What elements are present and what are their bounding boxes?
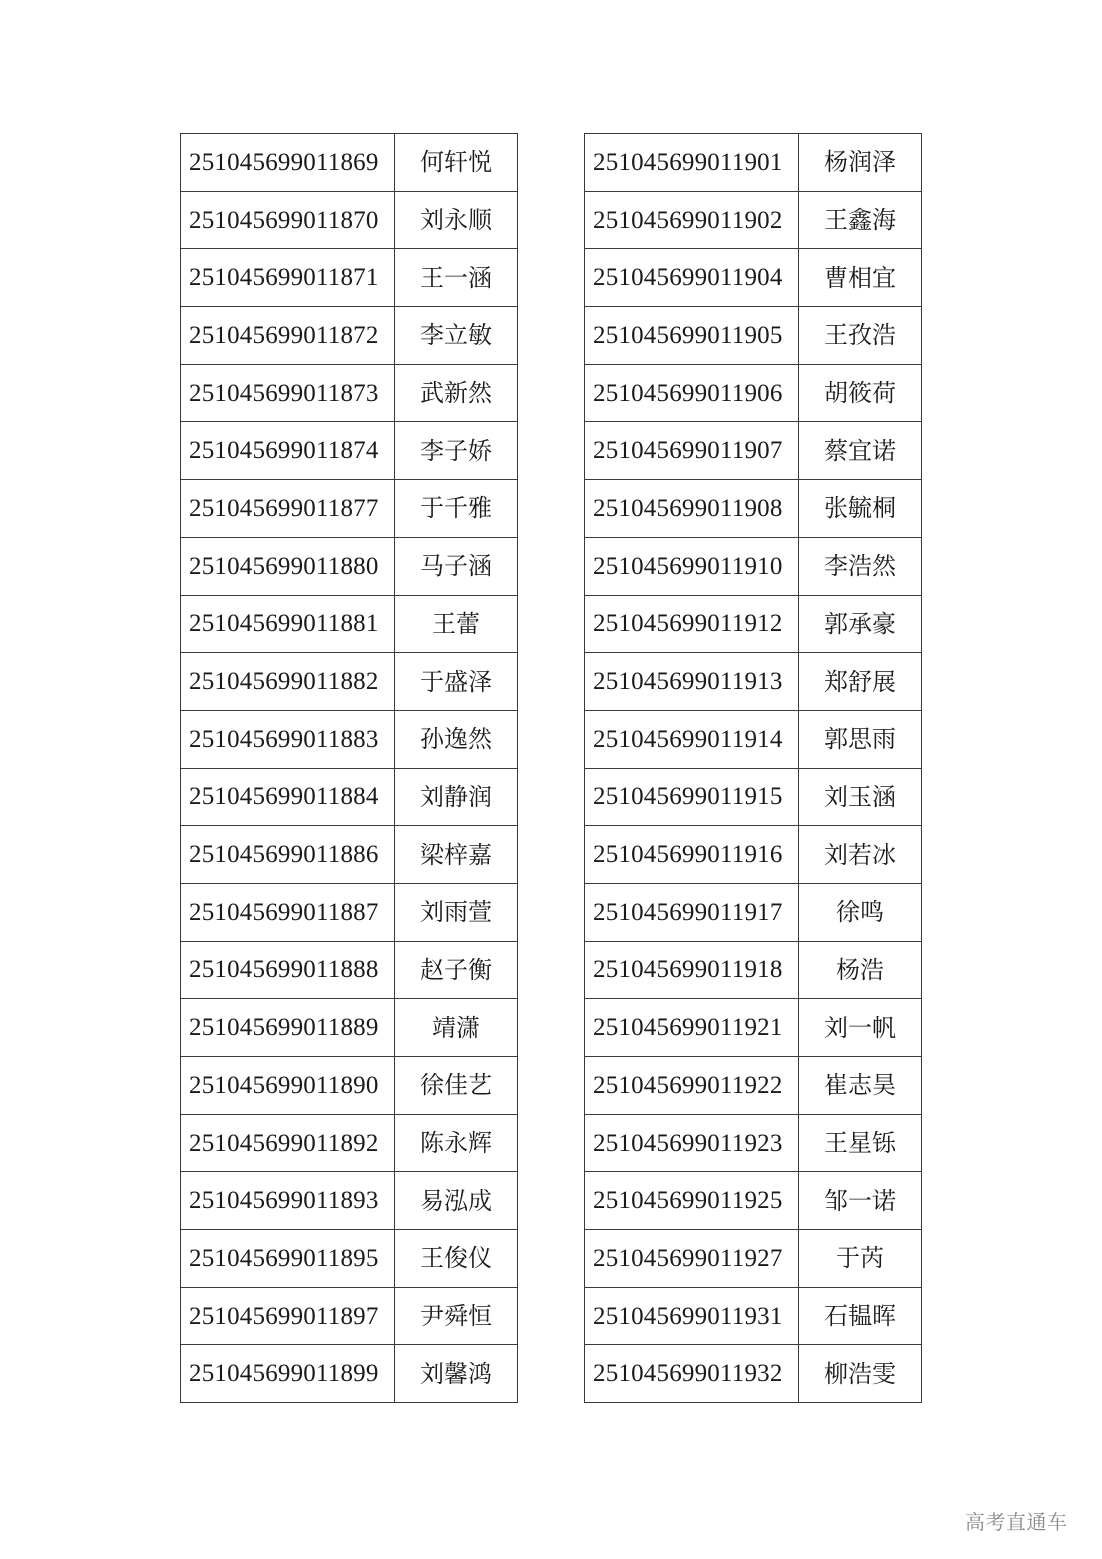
table-row — [181, 1057, 518, 1115]
table-row — [181, 1287, 518, 1345]
candidate-name: 马子涵 — [395, 537, 518, 595]
table-row — [181, 595, 518, 653]
candidate-name: 张毓桐 — [799, 480, 922, 538]
candidate-name: 蔡宜诺 — [799, 422, 922, 480]
candidate-name: 郭承豪 — [799, 595, 922, 653]
table-row — [585, 1230, 922, 1288]
candidate-id: 251045699011895 — [181, 1230, 395, 1288]
table-row — [585, 1345, 922, 1403]
candidate-id: 251045699011892 — [181, 1114, 395, 1172]
candidate-id: 251045699011897 — [181, 1287, 395, 1345]
candidate-name: 李子娇 — [395, 422, 518, 480]
candidate-name: 刘馨鸿 — [395, 1345, 518, 1403]
candidate-name: 杨浩 — [799, 941, 922, 999]
candidate-name: 刘玉涵 — [799, 768, 922, 826]
table-row — [181, 1345, 518, 1403]
candidate-name: 于千雅 — [395, 480, 518, 538]
candidate-id: 251045699011884 — [181, 768, 395, 826]
candidate-id: 251045699011899 — [181, 1345, 395, 1403]
candidate-id: 251045699011914 — [585, 710, 799, 768]
candidate-name: 胡筱荷 — [799, 364, 922, 422]
table-row — [585, 710, 922, 768]
table-row — [181, 710, 518, 768]
candidate-id: 251045699011890 — [181, 1057, 395, 1115]
candidate-name: 李浩然 — [799, 537, 922, 595]
table-row — [181, 826, 518, 884]
candidate-name: 徐佳艺 — [395, 1057, 518, 1115]
candidate-id: 251045699011906 — [585, 364, 799, 422]
candidate-name: 刘若冰 — [799, 826, 922, 884]
candidate-id: 251045699011888 — [181, 941, 395, 999]
candidate-id: 251045699011915 — [585, 768, 799, 826]
candidate-id: 251045699011870 — [181, 191, 395, 249]
table-row — [585, 1287, 922, 1345]
candidate-id: 251045699011913 — [585, 653, 799, 711]
candidate-id: 251045699011916 — [585, 826, 799, 884]
table-row — [181, 999, 518, 1057]
candidate-id: 251045699011908 — [585, 480, 799, 538]
table-row — [181, 1114, 518, 1172]
candidate-id: 251045699011931 — [585, 1287, 799, 1345]
candidate-id: 251045699011927 — [585, 1230, 799, 1288]
candidate-name: 郑舒展 — [799, 653, 922, 711]
candidate-name: 武新然 — [395, 364, 518, 422]
table-row — [181, 883, 518, 941]
candidate-name: 尹舜恒 — [395, 1287, 518, 1345]
table-row — [181, 480, 518, 538]
candidate-name: 王俊仪 — [395, 1230, 518, 1288]
candidate-name: 李立敏 — [395, 307, 518, 365]
table-row — [585, 595, 922, 653]
candidate-id: 251045699011923 — [585, 1114, 799, 1172]
candidate-id: 251045699011918 — [585, 941, 799, 999]
candidate-name: 易泓成 — [395, 1172, 518, 1230]
table-row — [585, 883, 922, 941]
table-row — [181, 422, 518, 480]
candidate-id: 251045699011877 — [181, 480, 395, 538]
table-row — [585, 1114, 922, 1172]
table-row — [585, 480, 922, 538]
candidate-name: 梁梓嘉 — [395, 826, 518, 884]
roster-table-right — [584, 133, 922, 1403]
table-row — [181, 249, 518, 307]
table-row — [585, 191, 922, 249]
candidate-id: 251045699011917 — [585, 883, 799, 941]
candidate-name: 于芮 — [799, 1230, 922, 1288]
candidate-id: 251045699011882 — [181, 653, 395, 711]
candidate-id: 251045699011880 — [181, 537, 395, 595]
candidate-id: 251045699011912 — [585, 595, 799, 653]
table-row — [585, 1057, 922, 1115]
table-row — [585, 134, 922, 192]
source-watermark: 高考直通车 — [965, 1510, 1068, 1534]
table-row — [181, 364, 518, 422]
candidate-id: 251045699011881 — [181, 595, 395, 653]
candidate-id: 251045699011905 — [585, 307, 799, 365]
candidate-name: 杨润泽 — [799, 134, 922, 192]
candidate-id: 251045699011893 — [181, 1172, 395, 1230]
candidate-name: 曹相宜 — [799, 249, 922, 307]
candidate-id: 251045699011925 — [585, 1172, 799, 1230]
candidate-name: 刘一帆 — [799, 999, 922, 1057]
candidate-id: 251045699011901 — [585, 134, 799, 192]
table-row — [585, 826, 922, 884]
candidate-id: 251045699011873 — [181, 364, 395, 422]
roster-table-left — [180, 133, 518, 1403]
candidate-id: 251045699011886 — [181, 826, 395, 884]
candidate-id: 251045699011869 — [181, 134, 395, 192]
candidate-name: 陈永辉 — [395, 1114, 518, 1172]
table-row — [181, 1172, 518, 1230]
candidate-name: 柳浩雯 — [799, 1345, 922, 1403]
candidate-id: 251045699011889 — [181, 999, 395, 1057]
candidate-name: 邹一诺 — [799, 1172, 922, 1230]
candidate-name: 孙逸然 — [395, 710, 518, 768]
table-row — [181, 941, 518, 999]
roster-table-right-body — [585, 134, 922, 1403]
table-row — [585, 941, 922, 999]
candidate-name: 刘雨萱 — [395, 883, 518, 941]
candidate-name: 王蕾 — [395, 595, 518, 653]
candidate-id: 251045699011887 — [181, 883, 395, 941]
candidate-name: 靖潇 — [395, 999, 518, 1057]
table-row — [585, 653, 922, 711]
candidate-name: 郭思雨 — [799, 710, 922, 768]
candidate-name: 石韫晖 — [799, 1287, 922, 1345]
candidate-name: 赵子衡 — [395, 941, 518, 999]
candidate-id: 251045699011902 — [585, 191, 799, 249]
table-row — [181, 768, 518, 826]
candidate-name: 王星铄 — [799, 1114, 922, 1172]
table-row — [585, 422, 922, 480]
candidate-id: 251045699011883 — [181, 710, 395, 768]
candidate-id: 251045699011872 — [181, 307, 395, 365]
table-row — [181, 134, 518, 192]
candidate-id: 251045699011910 — [585, 537, 799, 595]
roster-table-left-body — [181, 134, 518, 1403]
table-row — [585, 1172, 922, 1230]
candidate-name: 刘静润 — [395, 768, 518, 826]
table-row — [585, 999, 922, 1057]
candidate-name: 徐鸣 — [799, 883, 922, 941]
candidate-name: 王一涵 — [395, 249, 518, 307]
table-row — [181, 653, 518, 711]
candidate-id: 251045699011932 — [585, 1345, 799, 1403]
candidate-name: 刘永顺 — [395, 191, 518, 249]
candidate-id: 251045699011907 — [585, 422, 799, 480]
candidate-id: 251045699011904 — [585, 249, 799, 307]
candidate-name: 于盛泽 — [395, 653, 518, 711]
table-row — [181, 191, 518, 249]
candidate-id: 251045699011921 — [585, 999, 799, 1057]
table-row — [181, 537, 518, 595]
table-row — [585, 768, 922, 826]
candidate-name: 王鑫海 — [799, 191, 922, 249]
table-row — [181, 307, 518, 365]
candidate-id: 251045699011922 — [585, 1057, 799, 1115]
candidate-id: 251045699011871 — [181, 249, 395, 307]
table-row — [585, 249, 922, 307]
candidate-id: 251045699011874 — [181, 422, 395, 480]
table-row — [585, 364, 922, 422]
candidate-name: 崔志昊 — [799, 1057, 922, 1115]
candidate-name: 王孜浩 — [799, 307, 922, 365]
table-row — [585, 537, 922, 595]
table-row — [585, 307, 922, 365]
table-row — [181, 1230, 518, 1288]
candidate-name: 何轩悦 — [395, 134, 518, 192]
